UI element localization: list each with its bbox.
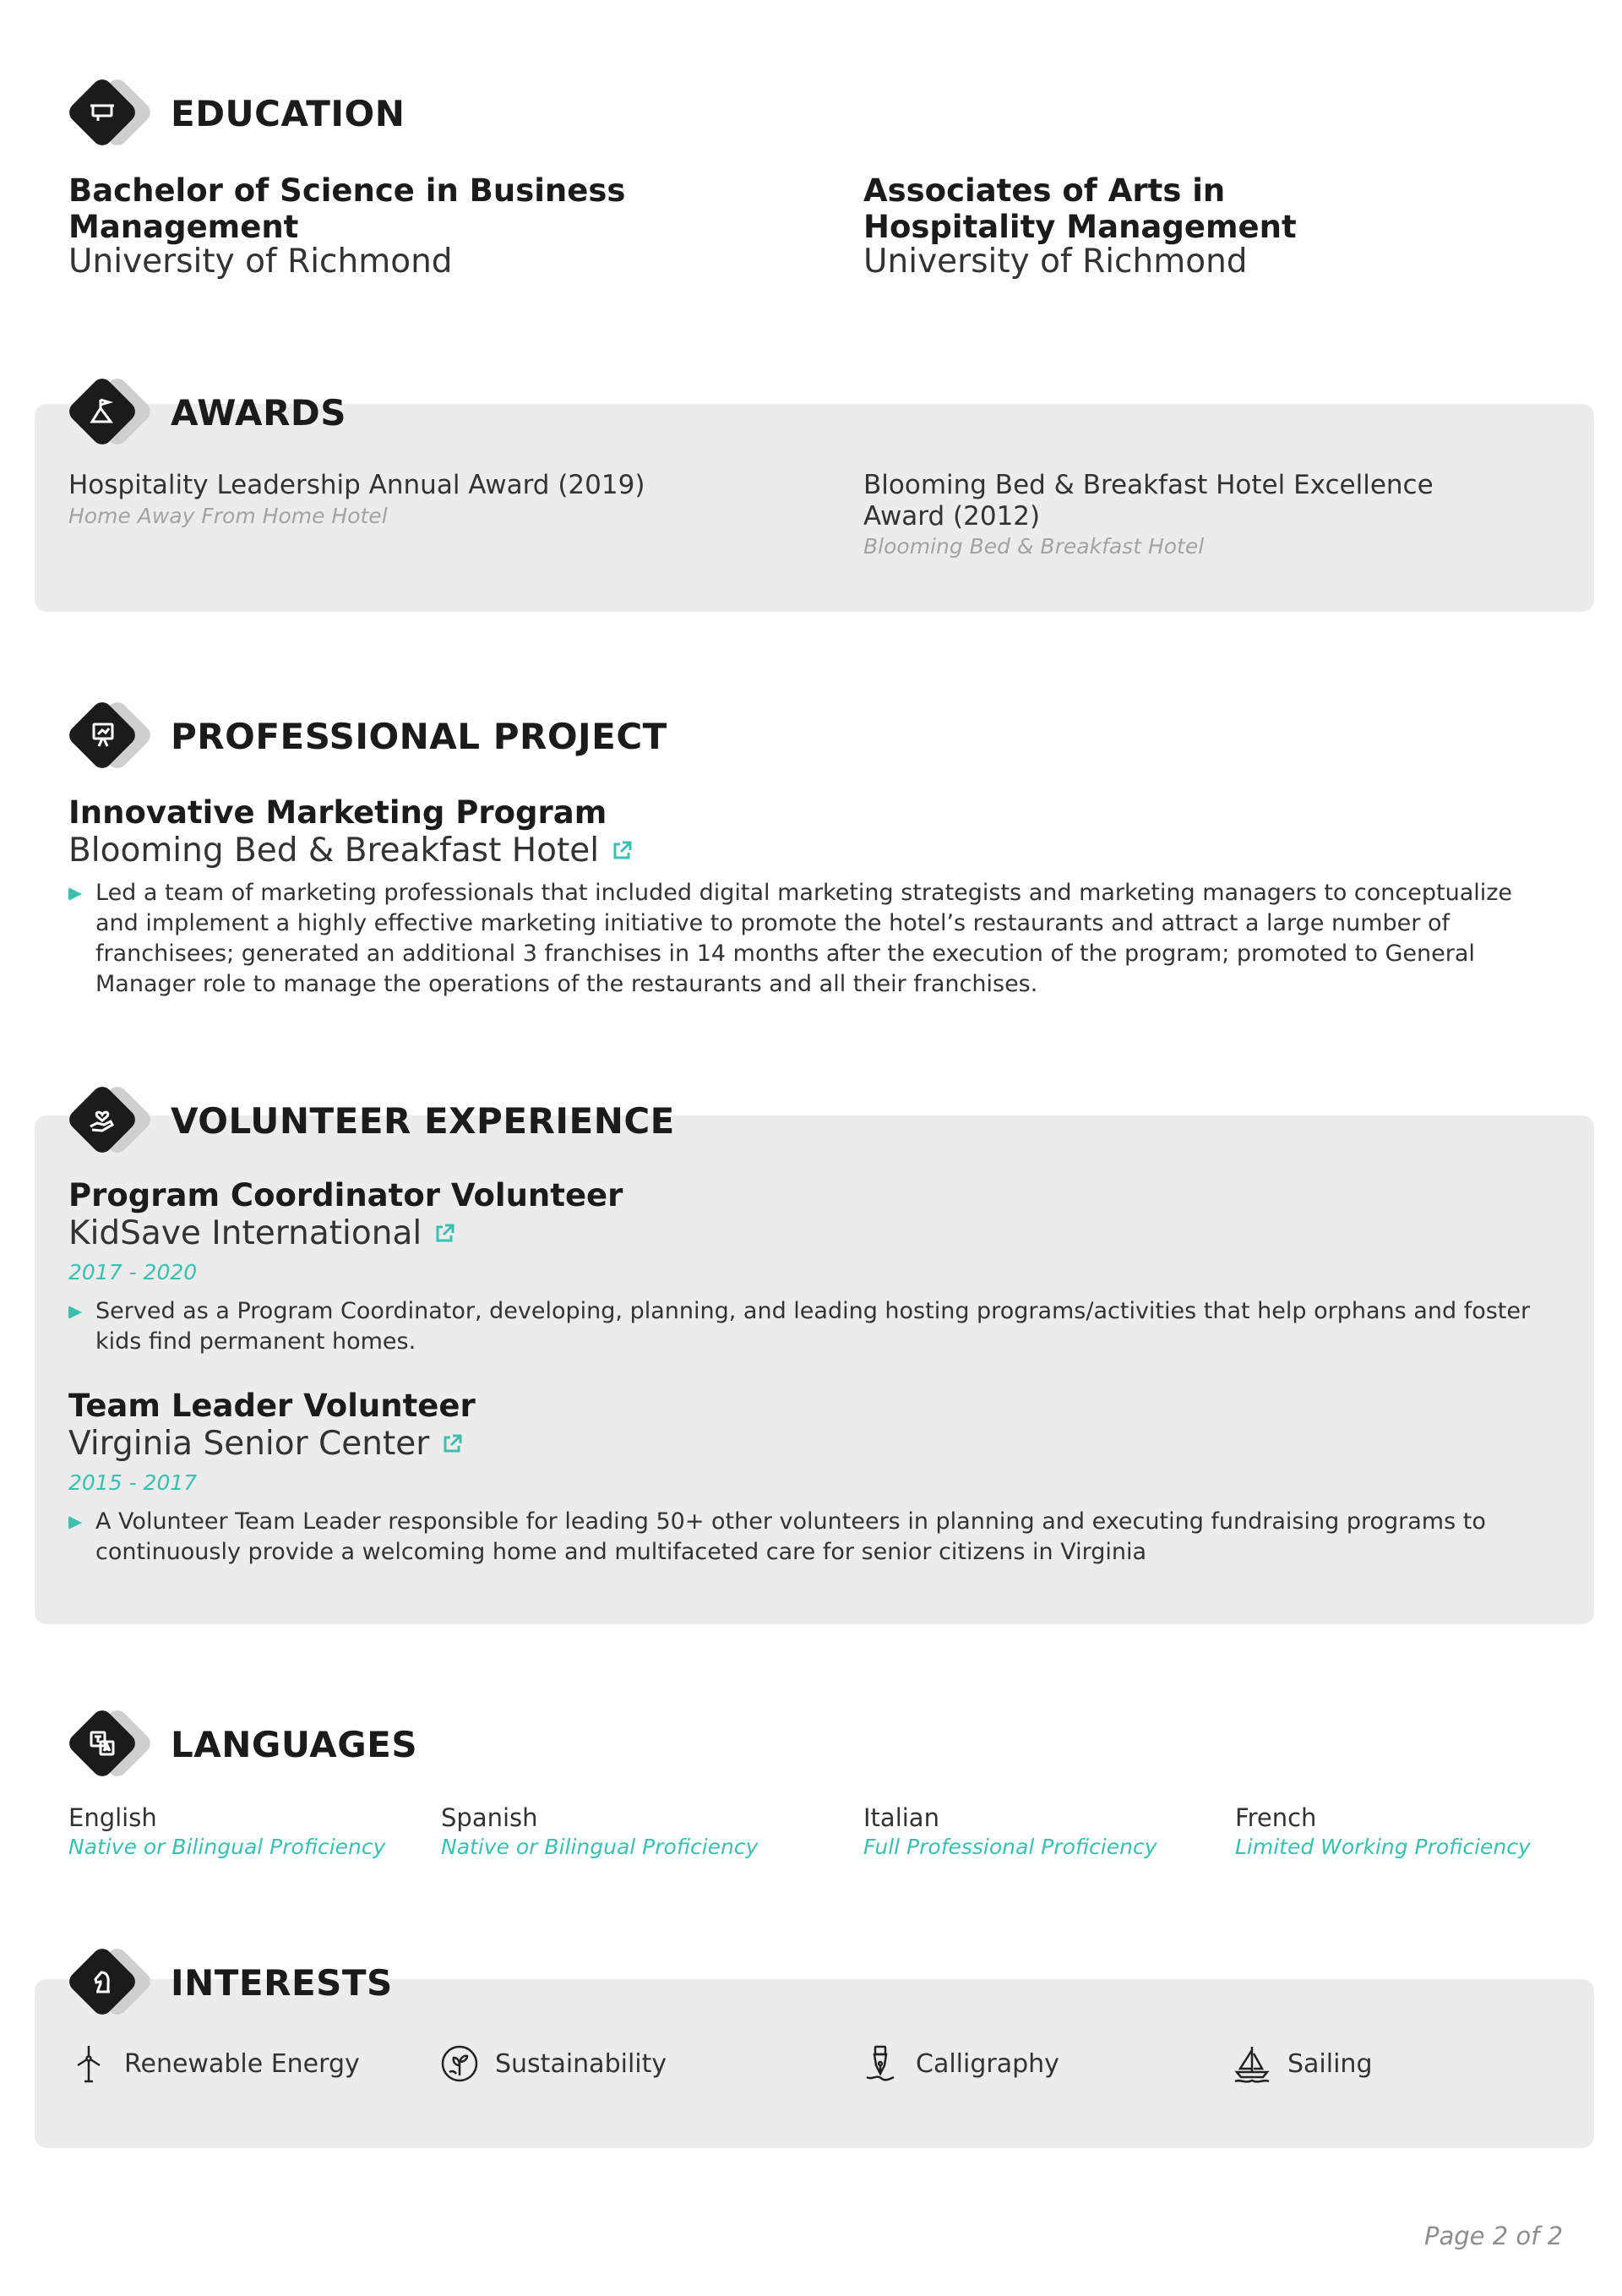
volunteer-org-2[interactable] bbox=[68, 1425, 463, 1464]
awards-badge bbox=[66, 375, 159, 450]
presentation-board-icon bbox=[85, 718, 119, 752]
volunteer-dates-1: 2017 - 2020 bbox=[68, 1260, 198, 1284]
volunteer-org-1-label: KidSave International bbox=[68, 1214, 422, 1252]
wind-turbine-icon bbox=[68, 2043, 109, 2084]
interest-item-2 bbox=[439, 2038, 667, 2089]
project-badge bbox=[66, 699, 159, 773]
volunteer-org-1[interactable] bbox=[68, 1214, 455, 1253]
volunteer-role-2: Team Leader Volunteer bbox=[68, 1388, 476, 1424]
volunteer-badge bbox=[66, 1083, 159, 1158]
award-org-1: Home Away From Home Hotel bbox=[68, 504, 388, 528]
project-header bbox=[66, 699, 667, 773]
volunteer-dates-2: 2015 - 2017 bbox=[68, 1470, 198, 1495]
education-badge bbox=[66, 76, 159, 150]
project-bullet bbox=[68, 878, 1555, 1000]
volunteer-bullet-2-text: A Volunteer Team Leader responsible for leading 50+ other volunteers in planning and executing fundraising programs to continuously provide a welcoming home and multifaceted care for senior citizens in Virginia bbox=[95, 1508, 1486, 1565]
globe-plant-icon bbox=[439, 2043, 480, 2084]
bullet-marker bbox=[68, 1306, 82, 1319]
interest-item-3 bbox=[860, 2038, 1059, 2089]
project-name: Innovative Marketing Program bbox=[68, 794, 607, 831]
sailboat-icon bbox=[1232, 2043, 1272, 2084]
hand-heart-icon bbox=[85, 1103, 119, 1137]
languages-title: LANGUAGES bbox=[171, 1723, 418, 1765]
volunteer-bullet-1-text: Served as a Program Coordinator, developing, planning, and leading hosting programs/activities that help orphans and foster kids find permanent homes. bbox=[95, 1298, 1531, 1355]
language-name-1: English bbox=[68, 1803, 157, 1832]
award-flag-icon bbox=[85, 395, 119, 428]
project-org-label: Blooming Bed & Breakfast Hotel bbox=[68, 832, 600, 870]
language-name-4: French bbox=[1235, 1803, 1317, 1832]
language-name-2: Spanish bbox=[441, 1803, 538, 1832]
awards-header bbox=[66, 375, 346, 450]
language-name-3: Italian bbox=[863, 1803, 939, 1832]
project-bullet-text: Led a team of marketing professionals that included digital marketing strategists and marketing managers to conceptualize and implement a highly effective marketing initiative to promote the hotel’s restaurants and attract a large number of franchisees; generated an additional 3 franchises in 14 months after the execution of the program; promoted to General Manager role to manage the operations of the restaurants and all their franchises. bbox=[95, 880, 1513, 997]
education-title: EDUCATION bbox=[171, 92, 406, 134]
languages-header bbox=[66, 1707, 417, 1781]
interest-label-2: Sustainability bbox=[495, 2048, 667, 2079]
award-name-1: Hospitality Leadership Annual Award (2019) bbox=[68, 470, 645, 500]
interest-label-4: Sailing bbox=[1287, 2048, 1373, 2079]
volunteer-role-1: Program Coordinator Volunteer bbox=[68, 1177, 623, 1213]
interests-title: INTERESTS bbox=[171, 1961, 393, 2004]
volunteer-org-2-label: Virginia Senior Center bbox=[68, 1425, 430, 1463]
languages-badge bbox=[66, 1707, 159, 1781]
external-link-icon[interactable] bbox=[433, 1223, 455, 1245]
external-link-icon[interactable] bbox=[611, 840, 633, 862]
bullet-marker bbox=[68, 1516, 82, 1530]
awards-title: AWARDS bbox=[171, 391, 347, 434]
language-level-3: Full Professional Proficiency bbox=[863, 1835, 1157, 1859]
interest-label-3: Calligraphy bbox=[916, 2048, 1059, 2079]
language-level-2: Native or Bilingual Proficiency bbox=[441, 1835, 759, 1859]
education-degree-2: Associates of Arts in Hospitality Management bbox=[863, 172, 1297, 245]
translate-icon bbox=[85, 1726, 119, 1760]
education-school-2: University of Richmond bbox=[863, 243, 1248, 281]
language-level-1: Native or Bilingual Proficiency bbox=[68, 1835, 386, 1859]
project-title: PROFESSIONAL PROJECT bbox=[171, 715, 667, 757]
interest-item-4 bbox=[1232, 2038, 1373, 2089]
interest-item-1 bbox=[68, 2038, 360, 2089]
external-link-icon[interactable] bbox=[441, 1433, 463, 1455]
project-org[interactable] bbox=[68, 832, 633, 870]
interest-label-1: Renewable Energy bbox=[124, 2048, 360, 2079]
education-header bbox=[66, 76, 405, 150]
interests-header bbox=[66, 1945, 393, 2020]
education-degree-1: Bachelor of Science in Business Management bbox=[68, 172, 626, 245]
interests-badge bbox=[66, 1945, 159, 2020]
volunteer-bullet-2 bbox=[68, 1507, 1521, 1568]
award-org-2: Blooming Bed & Breakfast Hotel bbox=[863, 534, 1205, 559]
chess-knight-icon bbox=[85, 1965, 119, 1999]
fountain-pen-icon bbox=[860, 2043, 901, 2084]
graduation-cap-icon bbox=[85, 95, 119, 129]
education-school-1: University of Richmond bbox=[68, 243, 453, 281]
volunteer-bullet-1 bbox=[68, 1296, 1564, 1357]
page-number: Page 2 of 2 bbox=[1424, 2222, 1564, 2250]
language-level-4: Limited Working Proficiency bbox=[1235, 1835, 1531, 1859]
bullet-marker bbox=[68, 887, 82, 901]
volunteer-title: VOLUNTEER EXPERIENCE bbox=[171, 1099, 675, 1142]
volunteer-header bbox=[66, 1083, 675, 1158]
award-name-2: Blooming Bed & Breakfast Hotel Excellence Award (2012) bbox=[863, 470, 1434, 532]
